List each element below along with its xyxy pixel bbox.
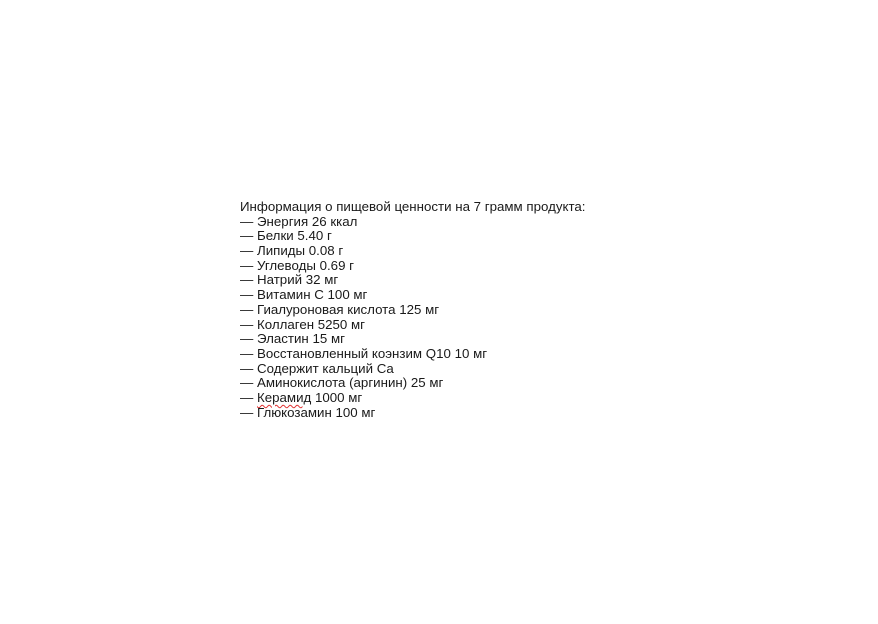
nutrition-item: — Натрий 32 мг [240, 272, 339, 288]
nutrition-heading: Информация о пищевой ценности на 7 грамм продукта: [240, 199, 586, 214]
nutrition-item: — Энергия 26 ккал [240, 213, 358, 229]
nutrition-item: — Аминокислота (аргинин) 25 мг [240, 375, 444, 391]
spellcheck-flagged-word[interactable]: Керамид [257, 389, 312, 405]
nutrition-item: — Содержит кальций Ca [240, 360, 394, 376]
nutrition-item: — Липиды 0.08 г [240, 243, 344, 259]
nutrition-item: — Глюкозамин 100 мг [240, 404, 376, 420]
nutrition-item: — Витамин C 100 мг [240, 287, 368, 303]
nutrition-item: — Керамид 1000 мг [240, 389, 363, 405]
nutrition-item: — Гиалуроновая кислота 125 мг [240, 301, 440, 317]
nutrition-item: — Восстановленный коэнзим Q10 10 мг [240, 345, 488, 361]
nutrition-item: — Коллаген 5250 мг [240, 316, 366, 332]
nutrition-item: — Белки 5.40 г [240, 228, 332, 244]
nutrition-item: — Углеводы 0.69 г [240, 257, 355, 273]
nutrition-item: — Эластин 15 мг [240, 331, 345, 347]
nutrition-info-text[interactable] [240, 200, 586, 420]
